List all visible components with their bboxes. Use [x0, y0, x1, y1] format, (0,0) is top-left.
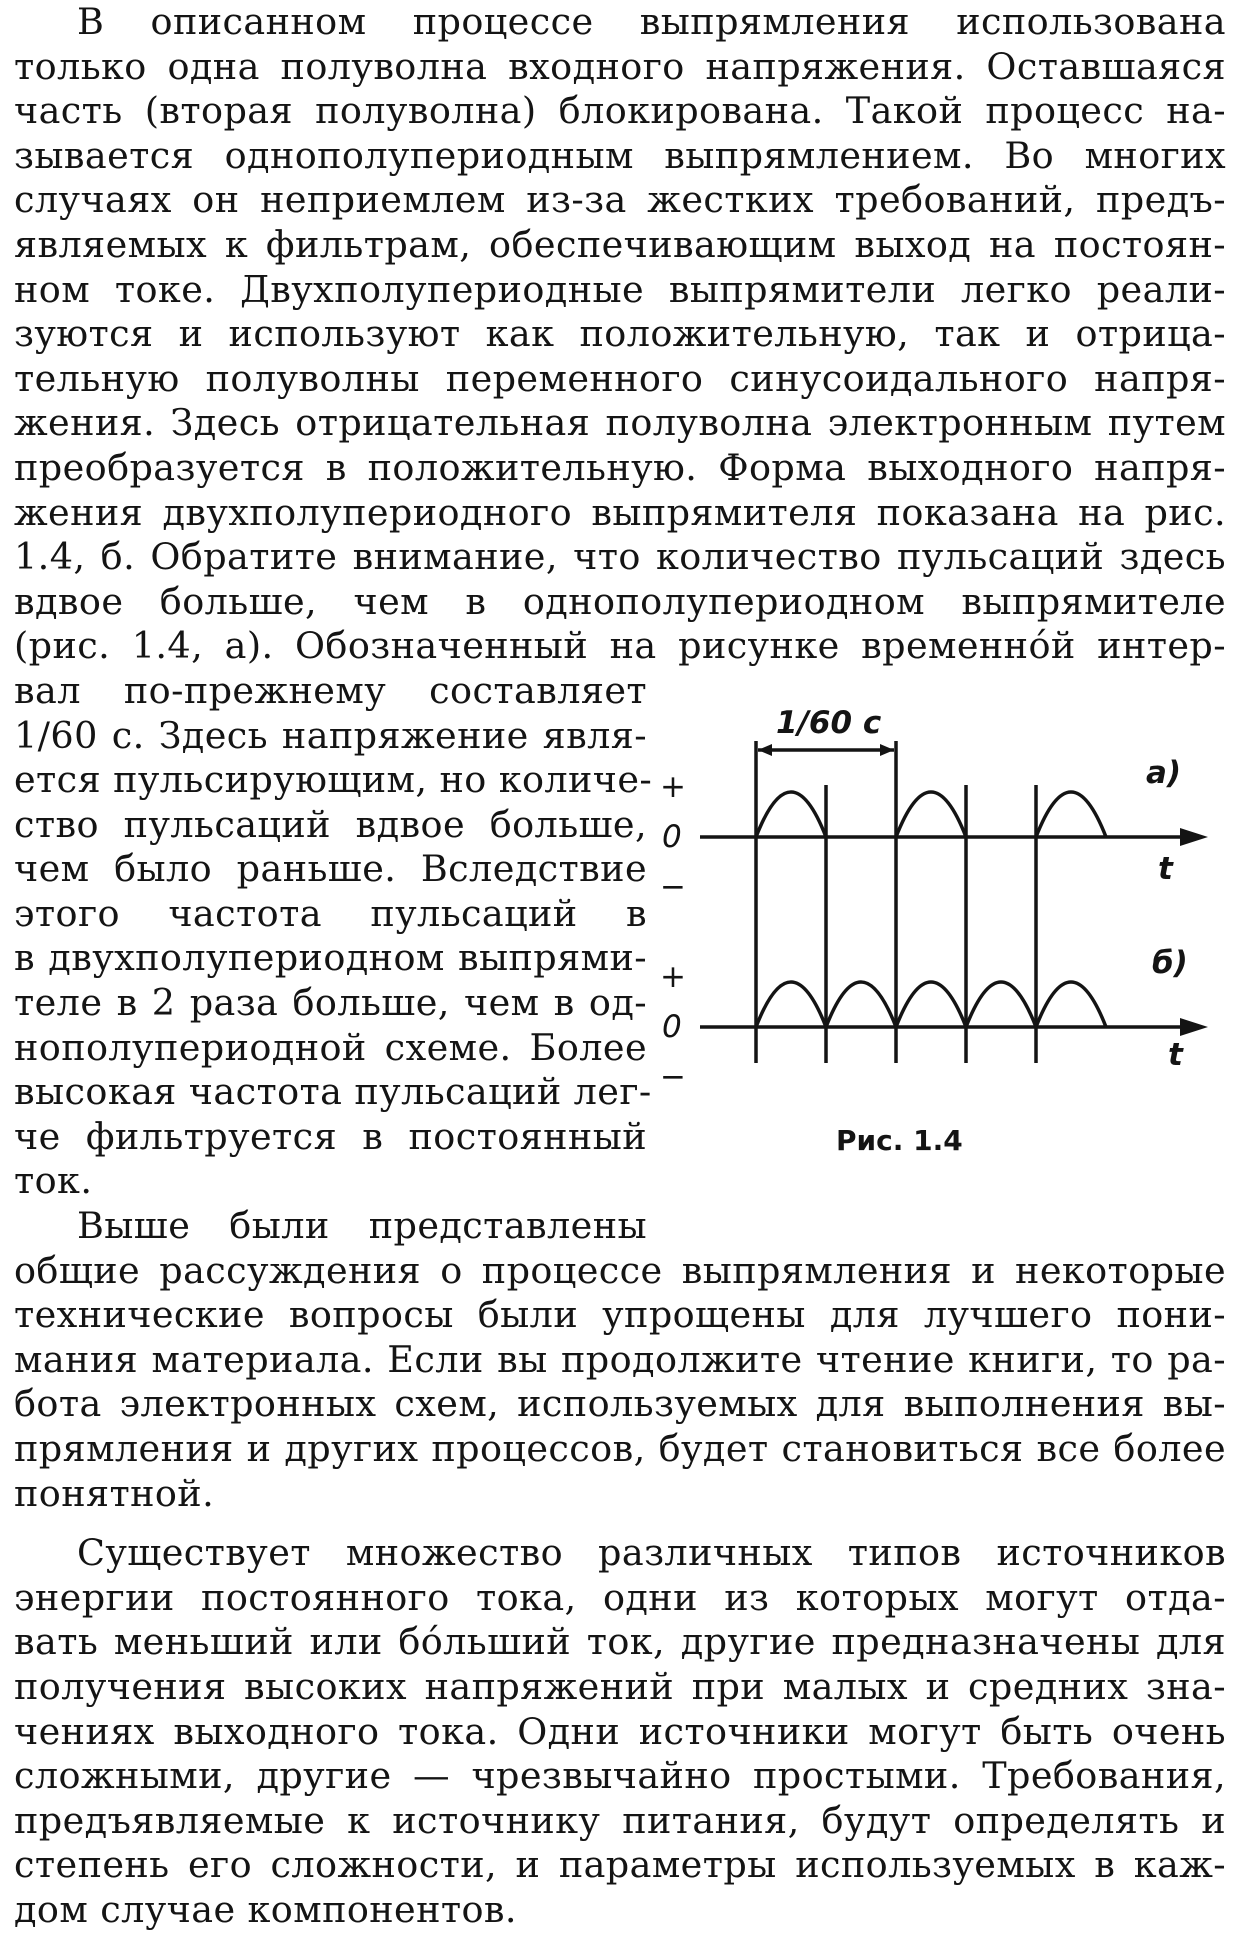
- full-wave-pulse: [756, 982, 826, 1027]
- text-line: 1/60 с. Здесь напряжение явля-: [14, 713, 647, 757]
- text-line: жения. Здесь отрицательная полуволна электронным путем: [14, 401, 1226, 445]
- text-line: ство пульсаций вдвое больше,: [14, 802, 647, 846]
- figure-1-4: [658, 685, 1220, 1165]
- text-line: тельную полуволны переменного синусоидального напря-: [14, 356, 1226, 400]
- text-line: сложными, другие — чрезвычайно простыми. Требования,: [14, 1754, 1226, 1798]
- time-axis-arrow-b: [1180, 1018, 1208, 1036]
- panel-b-label: б): [1152, 945, 1188, 981]
- text-line: являемых к фильтрам, обеспечивающим выход на постоян-: [14, 222, 1226, 266]
- text-line: предъявляемые к источнику питания, будут определять и: [14, 1798, 1226, 1842]
- text-line: нополупериодной схеме. Более: [14, 1025, 647, 1069]
- text-line: в двухполупериодном выпрями-: [14, 936, 647, 980]
- text-line: зывается однополупериодным выпрямлением. Во многих: [14, 133, 1226, 177]
- full-wave-pulse: [896, 982, 966, 1027]
- plus-sign-a: +: [660, 769, 686, 805]
- text-line: Существует множество различных типов источников: [77, 1531, 1226, 1575]
- text-line: часть (вторая полуволна) блокирована. Такой процесс на-: [14, 89, 1226, 133]
- zero-label-b: 0: [662, 1009, 682, 1045]
- text-line: случаях он неприемлем из-за жестких требований, предъ-: [14, 178, 1226, 222]
- time-axis-label-b: t: [1168, 1037, 1183, 1073]
- plus-sign-b: +: [660, 959, 686, 995]
- half-wave-pulse: [1036, 792, 1106, 837]
- text-line: вать меньший или бо́льший ток, другие предназначены для: [14, 1620, 1226, 1664]
- minus-sign-a: −: [660, 869, 686, 905]
- text-line: получения высоких напряжений при малых и средних зна-: [14, 1664, 1226, 1708]
- text-line: общие рассуждения о процессе выпрямления и некоторые: [14, 1248, 1226, 1292]
- text-line: В описанном процессе выпрямления использована: [77, 0, 1226, 43]
- paragraph-3: [14, 1531, 1226, 1932]
- half-wave-pulse: [896, 792, 966, 837]
- full-wave-pulse: [826, 982, 896, 1027]
- text-line: 1.4, б. Обратите внимание, что количество пульсаций здесь: [14, 535, 1226, 579]
- interval-arrow-left: [758, 744, 772, 756]
- text-line: прямления и других процессов, будет становиться все более: [14, 1427, 1226, 1470]
- text-line: чем было раньше. Вследствие: [14, 847, 647, 891]
- interval-label: 1/60 с: [776, 705, 882, 741]
- minus-sign-b: −: [660, 1059, 686, 1095]
- full-wave-pulse: [966, 982, 1036, 1027]
- text-line: ется пульсирующим, но количе-: [14, 758, 653, 802]
- text-line: технические вопросы были упрощены для лучшего пони-: [14, 1293, 1226, 1337]
- text-line: этого частота пульсаций в: [14, 891, 647, 935]
- time-axis-arrow-a: [1180, 828, 1208, 846]
- paragraph-1-full-width: [14, 0, 1226, 669]
- time-axis-label-a: t: [1158, 851, 1173, 887]
- text-line: ном токе. Двухполупериодные выпрямители легко реали-: [14, 267, 1226, 311]
- text-line: мания материала. Если вы продолжите чтение книги, то ра-: [14, 1337, 1226, 1381]
- paragraph-2-full-width: [14, 1249, 1226, 1517]
- text-line: зуются и используют как положительную, так и отрица-: [14, 312, 1226, 356]
- text-line: вал по-прежнему составляет: [14, 668, 647, 712]
- rectifier-waveform-diagram: [658, 685, 1220, 1165]
- text-line: степень его сложности, и параметры используемых в каж-: [14, 1843, 1226, 1887]
- text-line: че фильтруется в постоянный: [14, 1114, 647, 1158]
- text-line: жения двухполупериодного выпрямителя показана на рис.: [14, 490, 1226, 534]
- text-line: дом случае компонентов.: [14, 1887, 517, 1931]
- interval-arrow-right: [880, 744, 894, 756]
- text-line: высокая частота пульсаций лег-: [14, 1070, 652, 1114]
- text-line: бота электронных схем, используемых для выполнения вы-: [14, 1382, 1226, 1426]
- zero-label-a: 0: [662, 819, 682, 855]
- text-line: Выше были представлены: [77, 1204, 647, 1248]
- half-wave-pulse: [756, 792, 826, 837]
- text-line: вдвое больше, чем в однополупериодном выпрямителе: [14, 579, 1226, 623]
- paragraph-2-wrap-column: [14, 1204, 1226, 1249]
- full-wave-pulse: [1036, 982, 1106, 1027]
- text-line: теле в 2 раза больше, чем в од-: [14, 981, 647, 1025]
- text-line: преобразуется в положительную. Форма выходного напря-: [14, 445, 1226, 489]
- text-line: понятной.: [14, 1471, 215, 1515]
- panel-a-label: а): [1146, 755, 1182, 791]
- text-line: чениях выходного тока. Одни источники могут быть очень: [14, 1709, 1226, 1753]
- text-line: (рис. 1.4, а). Обозначенный на рисунке временно́й интер-: [14, 624, 1226, 668]
- text-line: ток.: [14, 1159, 93, 1203]
- figure-caption: Рис. 1.4: [836, 1124, 963, 1157]
- paragraph-gap: [14, 1516, 1226, 1531]
- text-line: энергии постоянного тока, одни из которых могут отда-: [14, 1575, 1226, 1619]
- text-line: только одна полуволна входного напряжения. Оставшаяся: [14, 44, 1226, 88]
